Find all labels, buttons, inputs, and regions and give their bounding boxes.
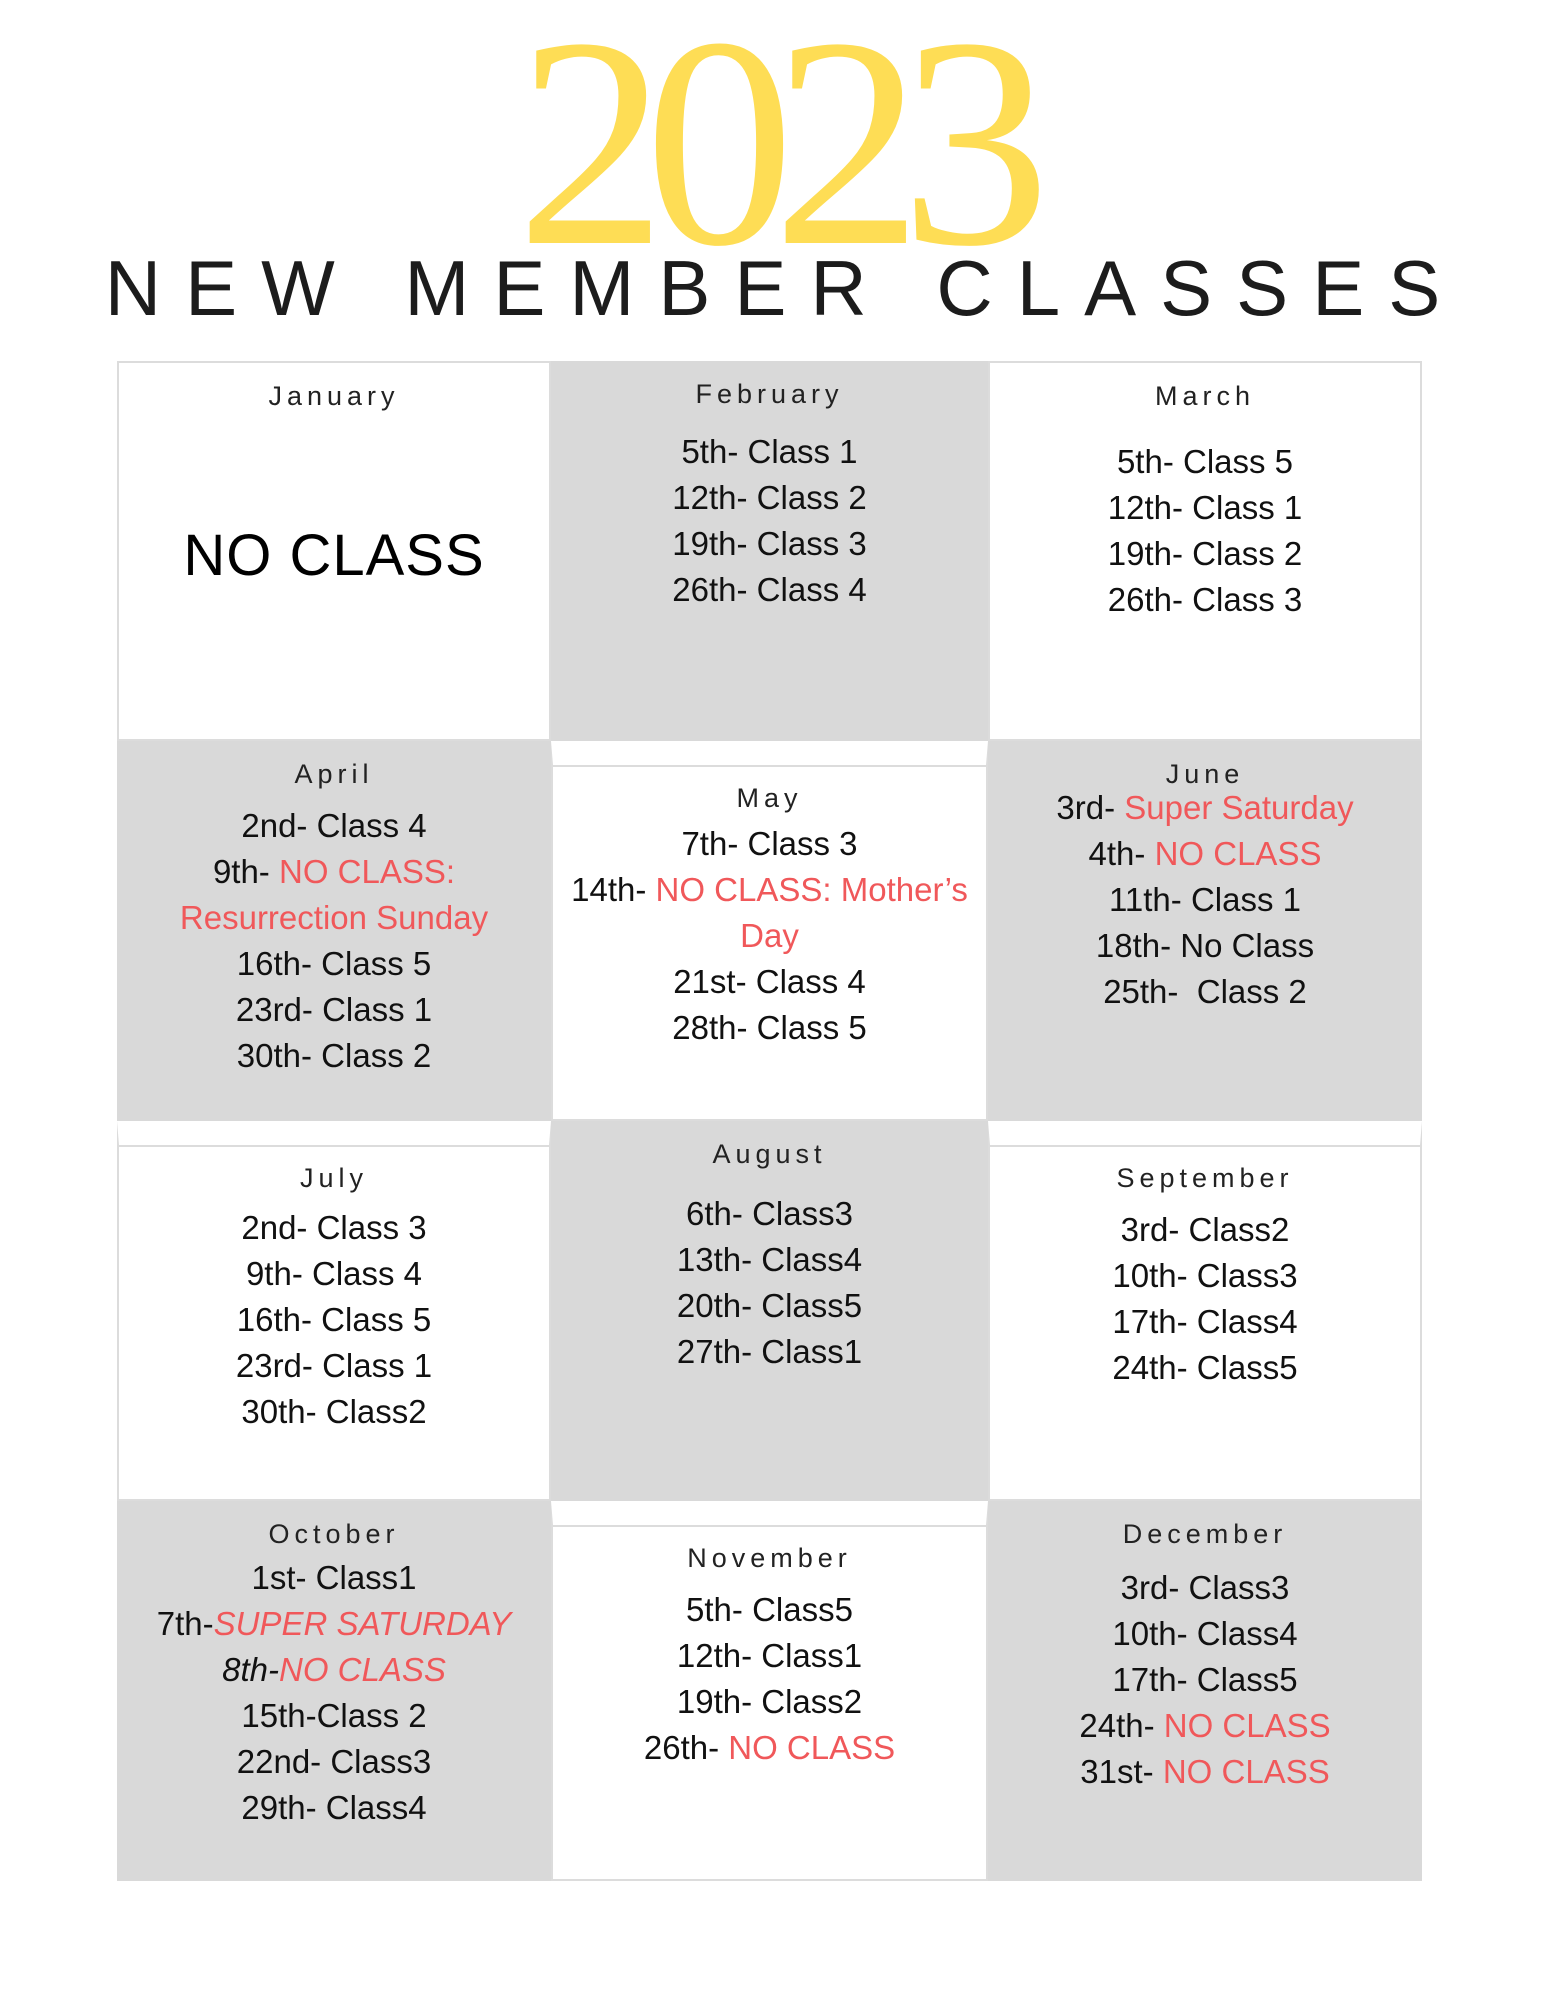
entry-date: 10th-: [1112, 1257, 1197, 1294]
entry-class: Class 5: [1183, 443, 1294, 480]
entry-class: Class4: [761, 1241, 863, 1278]
class-entry: [117, 1033, 551, 1079]
class-entry: [988, 1749, 1422, 1795]
class-entry: [551, 567, 988, 613]
entry-date: 31st-: [1080, 1753, 1163, 1790]
entry-date: 30th-: [236, 1037, 322, 1074]
entry-class: Class 5: [756, 1009, 867, 1046]
entry-date: 17th-: [1112, 1303, 1197, 1340]
entry-date: 3rd-: [1120, 1211, 1189, 1248]
month-name: September: [1116, 1163, 1294, 1193]
entry-class: Class4: [1196, 1303, 1298, 1340]
entry-note-highlight: SUPER SATURDAY: [213, 1605, 512, 1642]
entry-note-highlight: NO CLASS: [1154, 835, 1322, 872]
class-entry: [117, 1785, 551, 1831]
entry-class: Class 5: [321, 1301, 432, 1338]
entry-class: Class2: [325, 1393, 427, 1430]
month-cell-june: [988, 741, 1422, 1121]
month-cell-july: [117, 1121, 551, 1501]
class-list: [117, 1555, 551, 1831]
class-list: [117, 803, 551, 1079]
entry-class: Class2: [761, 1683, 863, 1720]
entry-date: 9th-: [245, 1255, 312, 1292]
entry-class: Class5: [1196, 1349, 1298, 1386]
entry-date: 27th-: [676, 1333, 762, 1370]
entry-class: Class 3: [316, 1209, 427, 1246]
class-entry: [551, 429, 988, 475]
entry-class: Class5: [752, 1591, 853, 1628]
class-entry: [551, 1283, 988, 1329]
class-entry: [553, 821, 986, 867]
month-name: August: [712, 1139, 827, 1169]
entry-date: 29th-: [241, 1789, 326, 1826]
class-entry: [117, 1647, 551, 1693]
class-entry: [988, 831, 1422, 877]
class-entry: [988, 923, 1422, 969]
class-entry: [990, 1345, 1420, 1391]
month-cell-january: [117, 361, 551, 741]
entry-class: Class 2: [756, 479, 867, 516]
month-cell-november: [551, 1501, 988, 1881]
year-title: 2023: [516, 0, 1029, 308]
entry-class: Class1: [761, 1637, 863, 1674]
class-list: [988, 1565, 1422, 1795]
class-list: [551, 1191, 988, 1375]
entry-class: Class 1: [747, 433, 858, 470]
entry-date: 16th-: [236, 945, 322, 982]
entry-date: 12th-: [1107, 489, 1193, 526]
class-entry: [551, 521, 988, 567]
entry-date: 4th-: [1088, 835, 1155, 872]
entry-date: 6th-: [686, 1195, 753, 1232]
class-entry: [988, 1611, 1422, 1657]
entry-date: 7th-: [681, 825, 748, 862]
entry-class: Class 1: [322, 991, 433, 1028]
entry-date: 26th-: [643, 1729, 729, 1766]
class-list: [988, 785, 1422, 1015]
entry-date: 12th-: [672, 479, 757, 516]
entry-class: Class 2: [1187, 973, 1307, 1010]
entry-class: Class 4: [756, 571, 867, 608]
entry-date: 3rd-: [1056, 789, 1125, 826]
entry-note-highlight: NO CLASS: [278, 1651, 446, 1688]
class-entry: [990, 577, 1420, 623]
month-name: December: [1122, 1519, 1288, 1549]
entry-date: 18th-: [1095, 927, 1181, 964]
entry-date: 26th-: [672, 571, 757, 608]
entry-class: Class2: [1188, 1211, 1290, 1248]
class-entry: [990, 1253, 1420, 1299]
entry-class: Class 2: [321, 1037, 432, 1074]
class-list: [551, 429, 988, 613]
class-list: [990, 1207, 1420, 1391]
class-entry: [119, 1205, 549, 1251]
class-entry: [117, 987, 551, 1033]
class-entry: [119, 1251, 549, 1297]
class-entry: [990, 531, 1420, 577]
entry-date: 22nd-: [236, 1743, 331, 1780]
entry-class: Class3: [1196, 1257, 1298, 1294]
entry-class: Class 4: [755, 963, 866, 1000]
class-entry: [988, 969, 1422, 1015]
class-entry: [119, 1389, 549, 1435]
entry-class: Class5: [1196, 1661, 1298, 1698]
class-entry: [988, 1703, 1422, 1749]
entry-class: Class4: [1196, 1615, 1298, 1652]
entry-date: 25th-: [1103, 973, 1188, 1010]
month-cell-august: [551, 1121, 988, 1501]
month-name: June: [1165, 759, 1245, 789]
month-cell-february: [551, 361, 988, 741]
entry-date: 5th-: [686, 1591, 753, 1628]
entry-class: Class 4: [316, 807, 427, 844]
entry-date: 19th-: [1107, 535, 1193, 572]
entry-class: Class 1: [1192, 489, 1303, 526]
month-cell-april: [117, 741, 551, 1121]
entry-date: 3rd-: [1120, 1569, 1189, 1606]
class-entry: [553, 1725, 986, 1771]
entry-class: Class 3: [1192, 581, 1303, 618]
no-class-notice: NO CLASS: [183, 523, 485, 588]
entry-class: Class 1: [322, 1347, 433, 1384]
entry-date: 19th-: [672, 525, 757, 562]
class-entry: [551, 1237, 988, 1283]
class-entry: [553, 1633, 986, 1679]
entry-date: 15th-: [241, 1697, 317, 1734]
entry-class: Class 2: [1192, 535, 1303, 572]
entry-class: Class1: [761, 1333, 863, 1370]
class-entry: [988, 1657, 1422, 1703]
entry-date: 9th-: [212, 853, 279, 890]
entry-class: Class 2: [316, 1697, 427, 1734]
entry-date: 19th-: [676, 1683, 762, 1720]
class-entry: [551, 475, 988, 521]
entry-class: Class1: [315, 1559, 417, 1596]
class-entry: [551, 1191, 988, 1237]
entry-note-highlight: NO CLASS: Mother’s Day: [655, 871, 978, 954]
entry-class: Class 3: [756, 525, 867, 562]
entry-date: 12th-: [676, 1637, 762, 1674]
class-entry: [119, 1343, 549, 1389]
class-entry: [988, 877, 1422, 923]
entry-date: 5th-: [681, 433, 748, 470]
month-name: May: [736, 783, 803, 813]
entry-date: 10th-: [1112, 1615, 1197, 1652]
class-entry: [553, 1587, 986, 1633]
entry-note-highlight: Super Saturday: [1124, 789, 1354, 826]
entry-note-highlight: NO CLASS: [1163, 1707, 1331, 1744]
class-list: [119, 1205, 549, 1435]
entry-date: 28th-: [672, 1009, 757, 1046]
entry-date: 24th-: [1079, 1707, 1164, 1744]
class-entry: [117, 849, 551, 941]
class-entry: [551, 1329, 988, 1375]
entry-class: No Class: [1180, 927, 1315, 964]
class-entry: [117, 941, 551, 987]
page-subtitle: NEW MEMBER CLASSES: [104, 244, 1465, 332]
entry-date: 26th-: [1107, 581, 1193, 618]
class-list: [553, 821, 986, 1051]
entry-class: Class 4: [312, 1255, 423, 1292]
entry-date: 8th-: [222, 1651, 279, 1688]
month-cell-march: [988, 361, 1422, 741]
entry-date: 14th-: [571, 871, 656, 908]
class-entry: [553, 959, 986, 1005]
class-entry: [117, 803, 551, 849]
entry-date: 7th-: [156, 1605, 214, 1642]
class-entry: [988, 1565, 1422, 1611]
class-entry: [990, 439, 1420, 485]
entry-class: Class3: [330, 1743, 432, 1780]
month-name: January: [268, 381, 400, 411]
entry-date: 2nd-: [241, 807, 317, 844]
class-entry: [990, 1299, 1420, 1345]
class-entry: [117, 1601, 551, 1647]
month-cell-may: [551, 741, 988, 1121]
entry-date: 13th-: [676, 1241, 762, 1278]
entry-date: 24th-: [1112, 1349, 1197, 1386]
month-name: November: [687, 1543, 852, 1573]
class-entry: [988, 785, 1422, 831]
class-list: [990, 439, 1420, 623]
class-entry: [553, 1005, 986, 1051]
class-entry: [117, 1693, 551, 1739]
entry-class: Class5: [761, 1287, 863, 1324]
month-name: July: [299, 1163, 368, 1193]
entry-class: Class 3: [747, 825, 858, 862]
entry-class: Class 1: [1190, 881, 1301, 918]
class-entry: [553, 1679, 986, 1725]
entry-date: 11th-: [1109, 881, 1191, 918]
entry-note-highlight: NO CLASS: [1162, 1753, 1330, 1790]
entry-class: Class4: [325, 1789, 427, 1826]
entry-note-highlight: NO CLASS: [728, 1729, 896, 1766]
entry-date: 21st-: [673, 963, 756, 1000]
entry-date: 5th-: [1116, 443, 1183, 480]
entry-date: 17th-: [1112, 1661, 1197, 1698]
class-entry: [990, 485, 1420, 531]
entry-class: Class 5: [321, 945, 432, 982]
month-name: October: [268, 1519, 400, 1549]
month-cell-september: [988, 1121, 1422, 1501]
month-name: March: [1154, 381, 1255, 411]
class-entry: [119, 1297, 549, 1343]
entry-class: Class3: [1188, 1569, 1290, 1606]
month-cell-october: [117, 1501, 551, 1881]
month-cell-december: [988, 1501, 1422, 1881]
class-entry: [117, 1555, 551, 1601]
class-list: [553, 1587, 986, 1771]
class-entry: [990, 1207, 1420, 1253]
entry-date: 23rd-: [235, 991, 323, 1028]
class-entry: [117, 1739, 551, 1785]
entry-class: Class3: [752, 1195, 853, 1232]
month-name: February: [695, 379, 844, 409]
entry-date: 23rd-: [235, 1347, 323, 1384]
calendar-grid: [117, 361, 1422, 1881]
entry-date: 16th-: [236, 1301, 322, 1338]
entry-date: 2nd-: [241, 1209, 317, 1246]
class-entry: [553, 867, 986, 959]
entry-date: 1st-: [251, 1559, 316, 1596]
entry-note-highlight: NO CLASS: Resurrection Sunday: [179, 853, 489, 936]
month-name: April: [294, 759, 374, 789]
entry-date: 30th-: [241, 1393, 326, 1430]
entry-date: 20th-: [676, 1287, 762, 1324]
